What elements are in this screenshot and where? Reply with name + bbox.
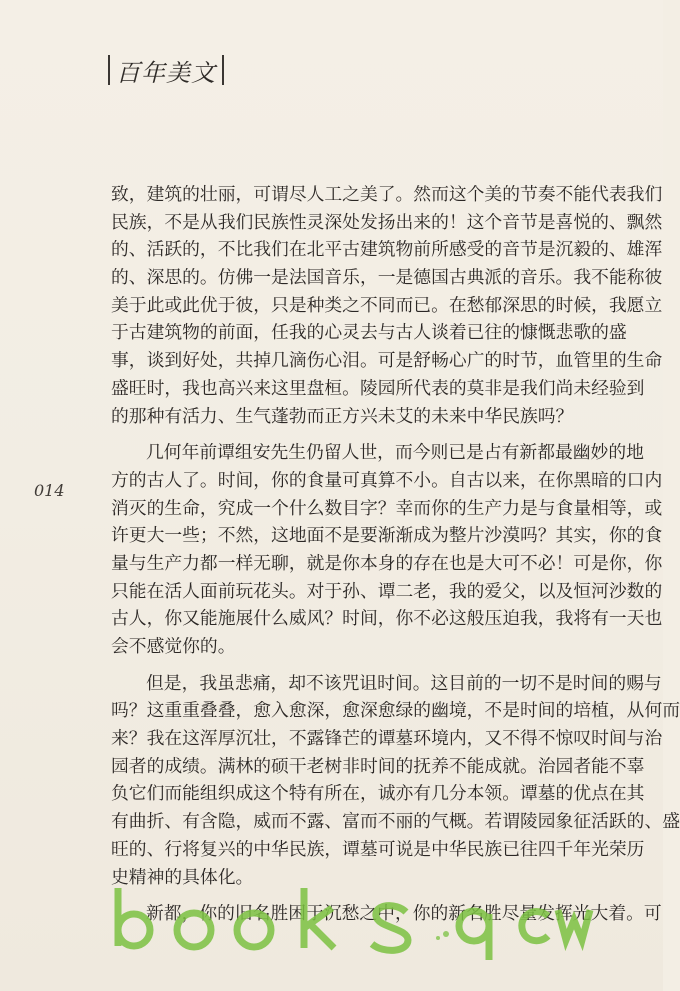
paragraph xyxy=(111,900,662,928)
text-line: 民族，不是从我们民族性灵深处发扬出来的！这个音节是喜悦的、飘然 xyxy=(111,211,663,233)
text-line: 只能在活人面前玩花头。对于孙、谭二老，我的爱父，以及恒河沙数的 xyxy=(111,580,663,602)
book-title: 百年美文 xyxy=(116,58,216,87)
paragraph xyxy=(111,670,680,892)
body-text xyxy=(111,181,680,928)
header-right-bar xyxy=(222,55,224,85)
text-line: 消灭的生命，究成一个什么数目字？幸而你的生产力是与食量相等，或 xyxy=(111,497,663,519)
text-line: 几何年前谭组安先生仍留人世，而今则已是占有新都最幽妙的地 xyxy=(146,442,644,464)
text-line: 但是，我虽悲痛，却不该咒诅时间。这目前的一切不是时间的赐与 xyxy=(146,672,662,694)
text-line: 事，谈到好处，共掉几滴伤心泪。可是舒畅心广的时节，血管里的生命 xyxy=(111,350,663,372)
text-line: 新都，你的旧名胜困于沉愁之中，你的新名胜尽量发挥光大着。可 xyxy=(146,903,662,925)
text-line: 美于此或此优于彼，只是种类之不同而已。在愁郁深思的时候，我愿立 xyxy=(111,294,663,316)
text-line: 旺的、行将复兴的中华民族，谭墓可说是中华民族已往四千年光荣历 xyxy=(111,838,645,860)
text-line: 会不感觉你的。 xyxy=(111,636,236,657)
text-line: 的、深思的。仿佛一是法国音乐，一是德国古典派的音乐。我不能称彼 xyxy=(111,267,663,289)
text-line: 的那种有活力、生气蓬勃而正方兴未艾的未来中华民族吗？ xyxy=(111,405,574,427)
text-line: 来？我在这浑厚沉壮，不露锋芒的谭墓环境内，又不得不惊叹时间与治 xyxy=(111,728,663,750)
text-line: 量与生产力都一样无聊，就是你本身的存在也是大可不必！可是你，你 xyxy=(111,552,663,574)
text-line: 负它们而能组织成这个特有所在，诚亦有几分本领。谭墓的优点在其 xyxy=(111,783,645,805)
page-number: 014 xyxy=(34,481,65,500)
text-line: 许更大一些；不然，这地面不是要渐渐成为整片沙漠吗？其实，你的食 xyxy=(111,525,663,547)
text-line: 盛旺时，我也高兴来这里盘桓。陵园所代表的莫非是我们尚未经验到 xyxy=(111,377,645,399)
paragraph xyxy=(111,439,663,661)
paragraph xyxy=(111,181,663,430)
text-line: 致，建筑的壮丽，可谓尽人工之美了。然而这个美的节奏不能代表我们 xyxy=(111,184,663,205)
text-line: 方的古人了。时间，你的食量可真算不小。自古以来，在你黑暗的口内 xyxy=(111,469,663,491)
running-header xyxy=(108,52,224,88)
text-line: 园者的成绩。满林的硕干老树非时间的抚养不能成就。治园者能不辜 xyxy=(111,755,645,777)
text-line: 的、活跃的，不比我们在北平古建筑物前所感受的音节是沉毅的、雄浑 xyxy=(111,239,663,261)
text-line: 史精神的具体化。 xyxy=(111,866,254,888)
text-line: 古人，你又能施展什么威风？时间，你不必这般压迫我，我将有一天也 xyxy=(111,608,663,630)
text-line: 吗？这重重叠叠，愈入愈深，愈深愈绿的幽境，不是时间的培植，从何而 xyxy=(111,700,680,722)
text-line: 有曲折、有含隐，威而不露、富而不丽的气概。若谓陵园象征活跃的、盛 xyxy=(111,811,680,833)
text-line: 于古建筑物的前面，任我的心灵去与古人谈着已往的慷慨悲歌的盛 xyxy=(111,322,627,344)
